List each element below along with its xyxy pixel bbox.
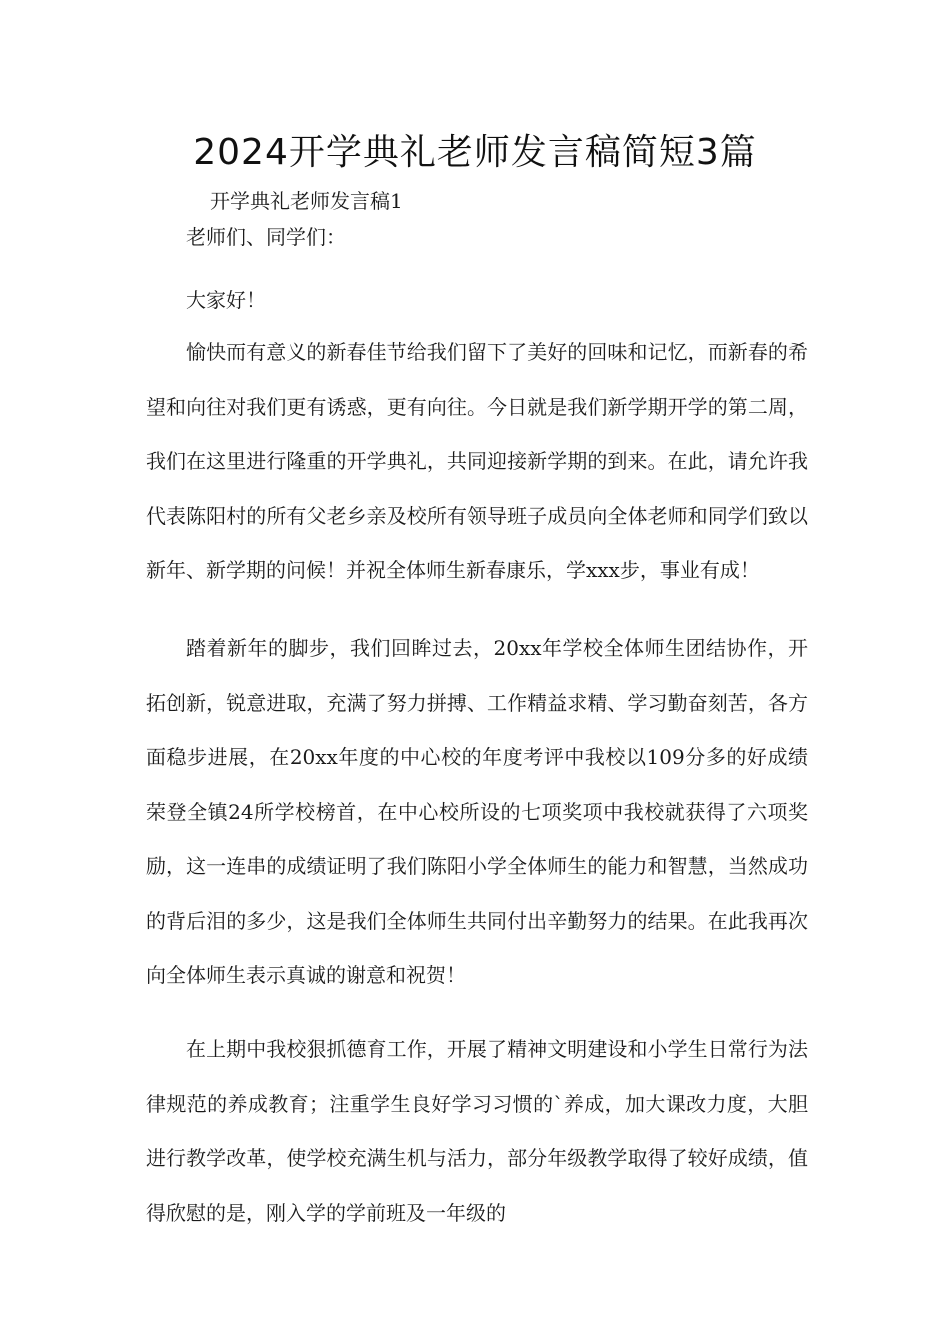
body-paragraph-2: 踏着新年的脚步，我们回眸过去，20xx年学校全体师生团结协作，开拓创新，锐意进取，充满了努力拼搏、工作精益求精、学习勤奋刻苦，各方面稳步进展，在20xx年度的中心校的年度考评中我校以109分多的好成绩荣登全镇24所学校榜首，在中心校所设的七项奖项中我校就获得了六项奖励，这一连串的成绩证明了我们陈阳小学全体师生的能力和智慧，当然成功的背后泪的多少，这是我们全体师生共同付出辛勤努力的结果。在此我再次向全体师生表示真诚的谢意和祝贺！ xyxy=(146,636,808,987)
body-paragraph-3: 在上期中我校狠抓德育工作，开展了精神文明建设和小学生日常行为法律规范的养成教育；注重学生良好学习习惯的`养成，加大课改力度，大胆进行教学改革，使学校充满生机与活力，部分年级教学取得了较好成绩，值得欣慰的是，刚入学的学前班及一年级的 xyxy=(146,1037,808,1225)
greeting-paragraph: 大家好！ xyxy=(186,288,266,312)
body-paragraph-1: 愉快而有意义的新春佳节给我们留下了美好的回味和记忆，而新春的希望和向往对我们更有诱惑，更有向往。今日就是我们新学期开学的第二周，我们在这里进行隆重的开学典礼，共同迎接新学期的到来。在此，请允许我代表陈阳村的所有父老乡亲及校所有领导班子成员向全体老师和同学们致以新年、新学期的问候！并祝全体师生新春康乐，学xxx步，事业有成！ xyxy=(146,340,808,582)
salutation-paragraph: 老师们、同学们： xyxy=(186,225,346,249)
section-subtitle: 开学典礼老师发言稿1 xyxy=(210,189,403,213)
document-title: 2024开学典礼老师发言稿简短3篇 xyxy=(193,132,757,173)
